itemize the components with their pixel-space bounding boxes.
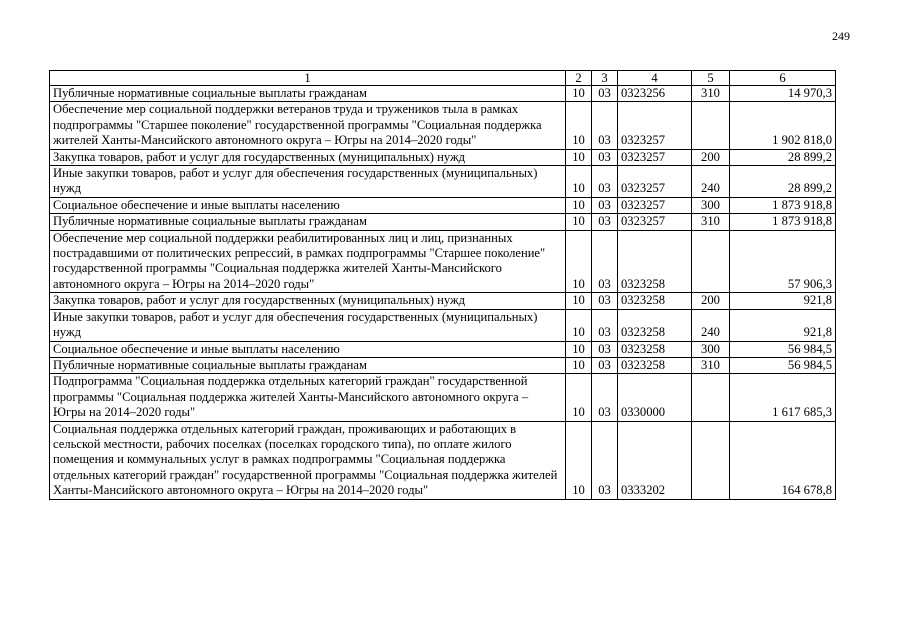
row-c2: 10 [566,293,592,309]
row-c6: 1 873 918,8 [730,214,836,230]
header-row [50,71,836,86]
row-c3: 03 [592,309,618,341]
row-c4: 0323257 [618,102,692,149]
row-c5: 310 [692,86,730,102]
row-c5 [692,421,730,499]
row-c2: 10 [566,214,592,230]
row-c2: 10 [566,149,592,165]
page-number: 249 [832,29,850,43]
table-row [50,149,836,165]
row-c2: 10 [566,374,592,421]
row-c4: 0323257 [618,214,692,230]
table-row [50,102,836,149]
row-c6: 28 899,2 [730,166,836,198]
row-c3: 03 [592,149,618,165]
row-c5: 310 [692,214,730,230]
row-c5: 300 [692,197,730,213]
row-c6: 921,8 [730,309,836,341]
header-cell-6: 6 [730,71,836,86]
row-c3: 03 [592,293,618,309]
row-c2: 10 [566,102,592,149]
row-c6: 1 873 918,8 [730,197,836,213]
row-c2: 10 [566,166,592,198]
row-c2: 10 [566,309,592,341]
header-cell-5: 5 [692,71,730,86]
row-c4: 0323258 [618,293,692,309]
row-c2: 10 [566,86,592,102]
table-body [50,86,836,500]
row-c6: 28 899,2 [730,149,836,165]
table-row [50,230,836,293]
row-c6: 1 902 818,0 [730,102,836,149]
row-c2: 10 [566,357,592,373]
row-c4: 0323258 [618,309,692,341]
row-c5: 200 [692,149,730,165]
row-c5 [692,374,730,421]
row-description: Публичные нормативные социальные выплаты гражданам [50,214,566,230]
row-c4: 0323258 [618,230,692,293]
row-c5: 300 [692,341,730,357]
row-c2: 10 [566,230,592,293]
row-c6: 921,8 [730,293,836,309]
row-c2: 10 [566,421,592,499]
row-description: Публичные нормативные социальные выплаты гражданам [50,357,566,373]
row-c5 [692,102,730,149]
table-row [50,357,836,373]
row-description: Публичные нормативные социальные выплаты гражданам [50,86,566,102]
row-description: Социальная поддержка отдельных категорий граждан, проживающих и работающих в сельской местности, рабочих поселках (поселках городского типа), по оплате жилого помещения и коммунальных услуг в рамках подпрограммы "Социальная поддержка отдельных категорий граждан" государственной программы "Социальная поддержка жителей Ханты-Мансийского автономного округа – Югры на 2014–2020 годы" [50,421,566,499]
row-c5 [692,230,730,293]
row-c4: 0323258 [618,357,692,373]
row-description: Закупка товаров, работ и услуг для государственных (муниципальных) нужд [50,149,566,165]
header-cell-3: 3 [592,71,618,86]
row-c6: 56 984,5 [730,357,836,373]
table-row [50,309,836,341]
table-row [50,214,836,230]
row-description: Обеспечение мер социальной поддержки ветеранов труда и тружеников тыла в рамках подпрограммы "Старшее поколение" государственной программы "Социальная поддержка жителей Ханты-Мансийского автономного округа – Югры на 2014–2020 годы" [50,102,566,149]
table-row [50,341,836,357]
table-row [50,86,836,102]
table-row [50,197,836,213]
row-c4: 0333202 [618,421,692,499]
row-c3: 03 [592,357,618,373]
row-c3: 03 [592,230,618,293]
row-description: Закупка товаров, работ и услуг для государственных (муниципальных) нужд [50,293,566,309]
budget-table [49,70,836,500]
row-c2: 10 [566,341,592,357]
row-c4: 0330000 [618,374,692,421]
row-c4: 0323257 [618,149,692,165]
row-c4: 0323256 [618,86,692,102]
header-cell-2: 2 [566,71,592,86]
row-c6: 56 984,5 [730,341,836,357]
row-c4: 0323257 [618,197,692,213]
row-c3: 03 [592,214,618,230]
table-row [50,421,836,499]
row-c3: 03 [592,102,618,149]
row-description: Социальное обеспечение и иные выплаты населению [50,197,566,213]
row-c5: 310 [692,357,730,373]
row-c3: 03 [592,421,618,499]
row-description: Социальное обеспечение и иные выплаты населению [50,341,566,357]
row-c3: 03 [592,86,618,102]
row-c5: 240 [692,166,730,198]
row-description: Подпрограмма "Социальная поддержка отдельных категорий граждан" государственной программы "Социальная поддержка жителей Ханты-Мансийского автономного округа – Югры на 2014–2020 годы" [50,374,566,421]
row-c6: 57 906,3 [730,230,836,293]
row-description: Иные закупки товаров, работ и услуг для обеспечения государственных (муниципальных) нужд [50,166,566,198]
table-row [50,374,836,421]
table-row [50,293,836,309]
row-c6: 14 970,3 [730,86,836,102]
header-cell-4: 4 [618,71,692,86]
table-row [50,166,836,198]
row-c2: 10 [566,197,592,213]
row-description: Иные закупки товаров, работ и услуг для обеспечения государственных (муниципальных) нужд [50,309,566,341]
row-description: Обеспечение мер социальной поддержки реабилитированных лиц и лиц, признанных пострадавшими от политических репрессий, в рамках подпрограммы "Старшее поколение" государственной программы "Социальная поддержка жителей Ханты-Мансийского автономного округа – Югры на 2014–2020 годы" [50,230,566,293]
row-c5: 200 [692,293,730,309]
row-c3: 03 [592,197,618,213]
row-c4: 0323258 [618,341,692,357]
header-cell-1: 1 [50,71,566,86]
row-c6: 164 678,8 [730,421,836,499]
row-c3: 03 [592,341,618,357]
row-c5: 240 [692,309,730,341]
row-c3: 03 [592,166,618,198]
row-c3: 03 [592,374,618,421]
row-c4: 0323257 [618,166,692,198]
row-c6: 1 617 685,3 [730,374,836,421]
